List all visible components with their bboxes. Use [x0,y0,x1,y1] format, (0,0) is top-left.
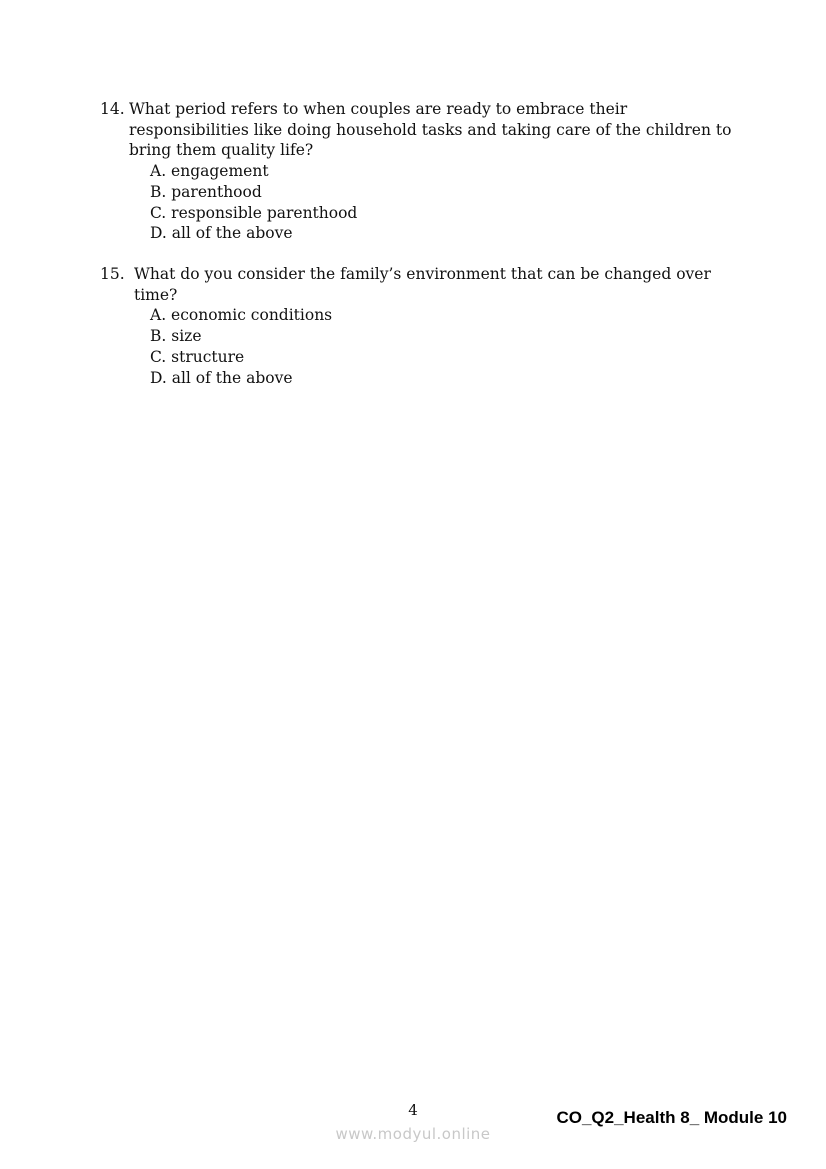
answer-option-a: A. engagement [150,162,269,181]
question-text: What period refers to when couples are ready to embrace their responsibilities like doing household tasks and taking care of the children to bring them quality life? [129,100,732,160]
question-stem [100,99,740,161]
question-14 [100,99,740,244]
answer-options [150,305,740,388]
answer-option-b: B. size [150,327,202,346]
answer-option-d: D. all of the above [150,368,293,387]
question-stem [100,264,740,305]
answer-option-b: B. parenthood [150,182,262,201]
answer-option-d: D. all of the above [150,224,293,243]
question-number: 15. [100,265,125,283]
answer-options [150,161,740,244]
question-15 [100,264,740,388]
watermark-url[interactable]: www.modyul.online [335,1125,491,1143]
question-number: 14. [100,100,125,118]
question-text: What do you consider the family’s environment that can be changed over time? [134,265,711,304]
page-number: 4 [408,1101,418,1119]
answer-option-c: C. responsible parenthood [150,203,358,222]
answer-option-a: A. economic conditions [150,306,333,325]
answer-option-c: C. structure [150,347,245,366]
module-code-footer: CO_Q2_Health 8_ Module 10 [556,1108,787,1127]
